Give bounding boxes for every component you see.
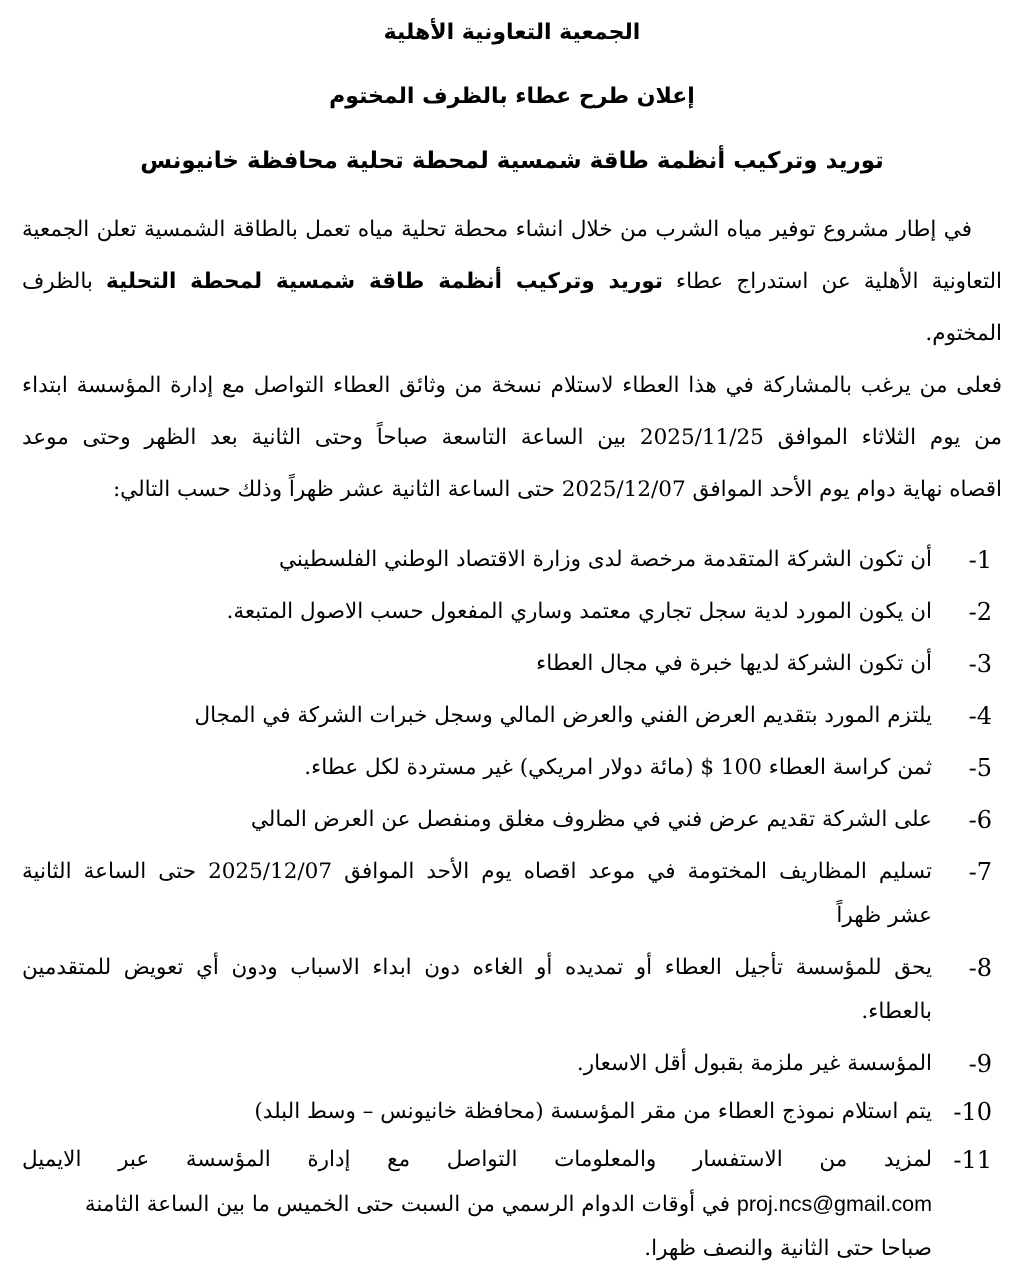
condition-text: على الشركة تقديم عرض فني في مظروف مغلق ومنفصل عن العرض المالي: [250, 807, 932, 832]
intro-paragraph: [22, 204, 1002, 516]
condition-text: المؤسسة غير ملزمة بقبول أقل الاسعار.: [576, 1051, 932, 1076]
condition-line: تسليم المظاريف المختومة في موعد اقصاه يوم الأحد الموافق 2025/12/07 حتى الساعة الثانية: [22, 859, 933, 884]
condition-line: بالعطاء.: [861, 999, 932, 1024]
condition-text: [22, 850, 932, 938]
organization-name: الجمعية التعاونية الأهلية: [383, 20, 641, 45]
condition-line: لمزيد من الاستفسار والمعلومات التواصل مع إدارة المؤسسة عبر الايميل: [22, 1147, 932, 1172]
intro-text: التعاونية الأهلية عن استدراج عطاء: [662, 269, 1002, 294]
condition-item: [22, 642, 992, 686]
condition-line: يحق للمؤسسة تأجيل العطاء أو تمديده أو الغاءه دون ابداء الاسباب ودون أي تعويض للمتقدمين: [22, 955, 932, 980]
condition-number: 2-: [968, 598, 992, 626]
condition-item: [22, 746, 992, 790]
condition-text: أن تكون الشركة المتقدمة مرخصة لدى وزارة الاقتصاد الوطني الفلسطيني: [278, 547, 932, 572]
intro-text: بالظرف المختوم.: [22, 269, 1002, 346]
intro-line: فعلى من يرغب بالمشاركة في هذا العطاء لاستلام نسخة من وثائق العطاء التواصل مع إدارة المؤسسة ابتداء: [22, 373, 1002, 398]
condition-text: يتم استلام نموذج العطاء من مقر المؤسسة (محافظة خانيونس – وسط البلد): [254, 1099, 932, 1124]
intro-line: [22, 256, 1002, 360]
condition-number: 6-: [968, 806, 992, 834]
condition-number: 3-: [968, 650, 992, 678]
condition-number: 11-: [953, 1146, 992, 1174]
condition-number: 10-: [953, 1098, 992, 1126]
condition-text: [22, 946, 932, 1034]
condition-number: 8-: [968, 954, 992, 982]
condition-line-text: في أوقات الدوام الرسمي من السبت حتى الخميس ما بين الساعة الثامنة: [84, 1192, 737, 1217]
intro-line: اقصاه نهاية دوام يوم الأحد الموافق 2025/12/07 حتى الساعة الثانية عشر ظهراً وذلك حسب التالي:: [112, 477, 1002, 502]
condition-number: 5-: [968, 754, 992, 782]
condition-line: عشر ظهراً: [836, 903, 932, 928]
condition-text: [22, 1138, 932, 1271]
condition-item: [22, 1090, 992, 1134]
condition-item: [22, 798, 992, 842]
condition-number: 7-: [968, 858, 992, 886]
intro-line: من يوم الثلاثاء الموافق 2025/11/25 بين الساعة التاسعة صباحاً وحتى الثانية بعد الظهر وحتى موعد: [22, 425, 1002, 450]
condition-item: [22, 1042, 992, 1086]
condition-number: 1-: [968, 546, 992, 574]
condition-item: [22, 946, 992, 1034]
contact-email[interactable]: proj.ncs@gmail.com: [736, 1192, 932, 1216]
condition-item: [22, 538, 992, 582]
condition-number: 9-: [968, 1050, 992, 1078]
condition-text: ثمن كراسة العطاء 100 $ (مائة دولار امريكي) غير مستردة لكل عطاء.: [304, 755, 932, 780]
intro-bold-subject: توريد وتركيب أنظمة طاقة شمسية لمحطة التحلية: [106, 269, 663, 294]
condition-number: 4-: [968, 702, 992, 730]
condition-line: صباحا حتى الثانية والنصف ظهرا.: [644, 1236, 932, 1261]
condition-item: [22, 590, 992, 634]
condition-item: [22, 694, 992, 738]
conditions-list: [22, 538, 1002, 1271]
intro-line: في إطار مشروع توفير مياه الشرب من خلال انشاء محطة تحلية مياه تعمل بالطاقة الشمسية تعلن الجمعية: [22, 217, 972, 242]
tender-subject: توريد وتركيب أنظمة طاقة شمسية لمحطة تحلية محافظة خانيونس: [140, 148, 884, 174]
condition-line: [22, 1182, 932, 1227]
condition-text: يلتزم المورد بتقديم العرض الفني والعرض المالي وسجل خبرات الشركة في المجال: [194, 703, 932, 728]
condition-text: ان يكون المورد لدية سجل تجاري معتمد وساري المفعول حسب الاصول المتبعة.: [226, 599, 932, 624]
announcement-title: إعلان طرح عطاء بالظرف المختوم: [329, 84, 695, 109]
condition-item: [22, 1138, 992, 1271]
condition-item: [22, 850, 992, 938]
condition-text: أن تكون الشركة لديها خبرة في مجال العطاء: [536, 651, 932, 676]
